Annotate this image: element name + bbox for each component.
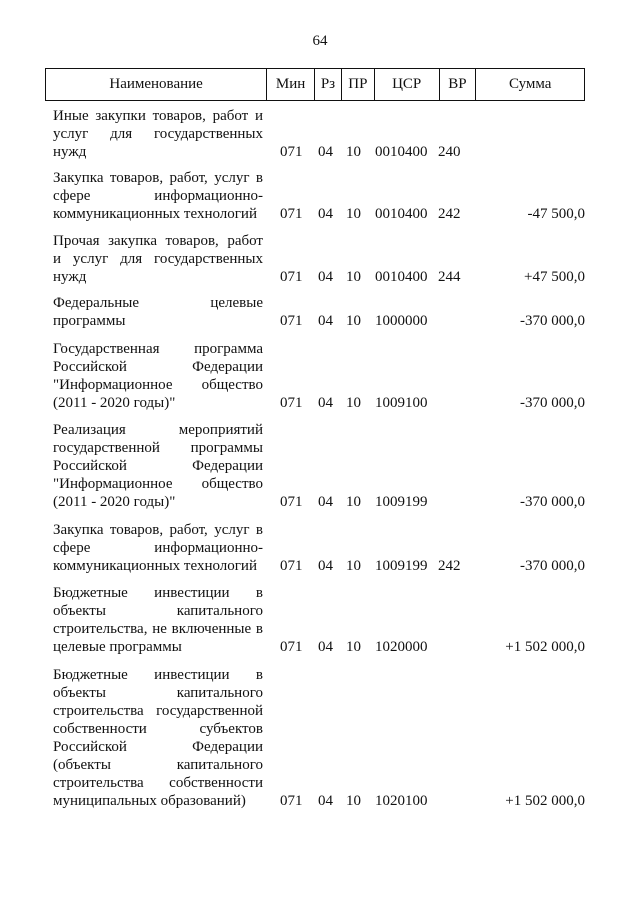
- table-header: [45, 68, 585, 101]
- table-row: [0, 584, 640, 656]
- row-name: [53, 294, 263, 330]
- row-rz: 04: [318, 639, 333, 655]
- table-row: [0, 666, 640, 810]
- table-row: [0, 169, 640, 223]
- row-vr: 242: [438, 558, 461, 574]
- row-name-line: Реализация мероприятий: [53, 422, 263, 438]
- row-pr: 10: [346, 494, 361, 510]
- row-csr: 0010400: [375, 269, 428, 285]
- row-pr: 10: [346, 639, 361, 655]
- row-min: 071: [280, 639, 303, 655]
- row-name-line: "Информационное общество: [53, 377, 263, 393]
- row-rz: 04: [318, 395, 333, 411]
- row-rz: 04: [318, 313, 333, 329]
- row-name-line: строительства, не включенные в: [53, 621, 263, 637]
- row-pr: 10: [346, 313, 361, 329]
- row-rz: 04: [318, 494, 333, 510]
- row-pr: 10: [346, 269, 361, 285]
- row-name-line: Российской Федерации: [53, 458, 263, 474]
- row-name: [53, 584, 263, 656]
- row-name-line: Бюджетные инвестиции в: [53, 585, 263, 601]
- row-name-line: Прочая закупка товаров, работ: [53, 233, 263, 249]
- row-name-line: коммуникационных технологий: [53, 206, 257, 222]
- row-name: [53, 107, 263, 161]
- row-name: [53, 421, 263, 511]
- row-name-line: услуг для государственных: [53, 126, 263, 142]
- header-rz: Рз: [315, 69, 342, 100]
- row-rz: 04: [318, 206, 333, 222]
- row-name-line: нужд: [53, 269, 87, 285]
- row-name-line: объекты капитального: [53, 685, 263, 701]
- row-min: 071: [280, 395, 303, 411]
- row-rz: 04: [318, 793, 333, 809]
- row-name: [53, 340, 263, 412]
- table-row: [0, 107, 640, 161]
- row-name-line: Российской Федерации: [53, 359, 263, 375]
- row-name-line: сфере информационно-: [53, 188, 263, 204]
- row-sum: -370 000,0: [520, 395, 585, 411]
- row-name-line: объекты капитального: [53, 603, 263, 619]
- row-rz: 04: [318, 558, 333, 574]
- table-row: [0, 294, 640, 330]
- row-name-line: муниципальных образований): [53, 793, 246, 809]
- page-number: 64: [312, 33, 328, 49]
- row-pr: 10: [346, 206, 361, 222]
- row-csr: 1009100: [375, 395, 428, 411]
- header-sum: Сумма: [508, 76, 552, 92]
- row-vr: 244: [438, 269, 461, 285]
- row-name: [53, 169, 263, 223]
- header-csr: ЦСР: [375, 69, 440, 100]
- row-name-line: собственности субъектов: [53, 721, 263, 737]
- row-name-line: Закупка товаров, работ, услуг в: [53, 522, 263, 538]
- row-vr: 240: [438, 144, 461, 160]
- row-name-line: целевые программы: [53, 639, 182, 655]
- header-name: Наименование: [46, 69, 267, 100]
- row-name-line: Бюджетные инвестиции в: [53, 667, 263, 683]
- row-name-line: сфере информационно-: [53, 540, 263, 556]
- row-csr: 1020000: [375, 639, 428, 655]
- row-name-line: (2011 - 2020 годы)": [53, 395, 176, 411]
- row-name-line: нужд: [53, 144, 87, 160]
- row-vr: 242: [438, 206, 461, 222]
- header-vr: ВР: [440, 69, 477, 100]
- row-sum: -370 000,0: [520, 313, 585, 329]
- row-name: [53, 666, 263, 810]
- row-name-line: "Информационное общество: [53, 476, 263, 492]
- row-name-line: Российской Федерации: [53, 739, 263, 755]
- table-row: [0, 232, 640, 286]
- row-pr: 10: [346, 793, 361, 809]
- row-name-line: строительства государственной: [53, 703, 263, 719]
- row-csr: 1009199: [375, 558, 428, 574]
- row-sum: -370 000,0: [520, 494, 585, 510]
- row-name-line: программы: [53, 313, 126, 329]
- row-name-line: и услуг для государственных: [53, 251, 263, 267]
- row-name-line: строительства собственности: [53, 775, 263, 791]
- row-rz: 04: [318, 269, 333, 285]
- row-name-line: Иные закупки товаров, работ и: [53, 108, 263, 124]
- header-pr: ПР: [342, 69, 375, 100]
- row-min: 071: [280, 269, 303, 285]
- row-name-line: (объекты капитального: [53, 757, 263, 773]
- row-sum: +1 502 000,0: [505, 793, 585, 809]
- row-csr: 0010400: [375, 144, 428, 160]
- row-name: [53, 521, 263, 575]
- row-name: [53, 232, 263, 286]
- row-name-line: Федеральные целевые: [53, 295, 263, 311]
- row-csr: 0010400: [375, 206, 428, 222]
- row-csr: 1009199: [375, 494, 428, 510]
- header-min: Мин: [267, 69, 315, 100]
- row-rz: 04: [318, 144, 333, 160]
- row-pr: 10: [346, 558, 361, 574]
- row-min: 071: [280, 558, 303, 574]
- row-name-line: государственной программы: [53, 440, 263, 456]
- row-sum: +1 502 000,0: [505, 639, 585, 655]
- table-row: [0, 421, 640, 511]
- row-min: 071: [280, 494, 303, 510]
- row-name-line: Закупка товаров, работ, услуг в: [53, 170, 263, 186]
- row-min: 071: [280, 313, 303, 329]
- row-pr: 10: [346, 144, 361, 160]
- row-sum: -47 500,0: [527, 206, 585, 222]
- row-pr: 10: [346, 395, 361, 411]
- row-min: 071: [280, 793, 303, 809]
- row-sum: -370 000,0: [520, 558, 585, 574]
- row-name-line: Государственная программа: [53, 341, 263, 357]
- table-row: [0, 340, 640, 412]
- row-name-line: коммуникационных технологий: [53, 558, 257, 574]
- row-csr: 1000000: [375, 313, 428, 329]
- row-csr: 1020100: [375, 793, 428, 809]
- row-min: 071: [280, 144, 303, 160]
- table-row: [0, 521, 640, 575]
- row-name-line: (2011 - 2020 годы)": [53, 494, 176, 510]
- row-min: 071: [280, 206, 303, 222]
- row-sum: +47 500,0: [524, 269, 585, 285]
